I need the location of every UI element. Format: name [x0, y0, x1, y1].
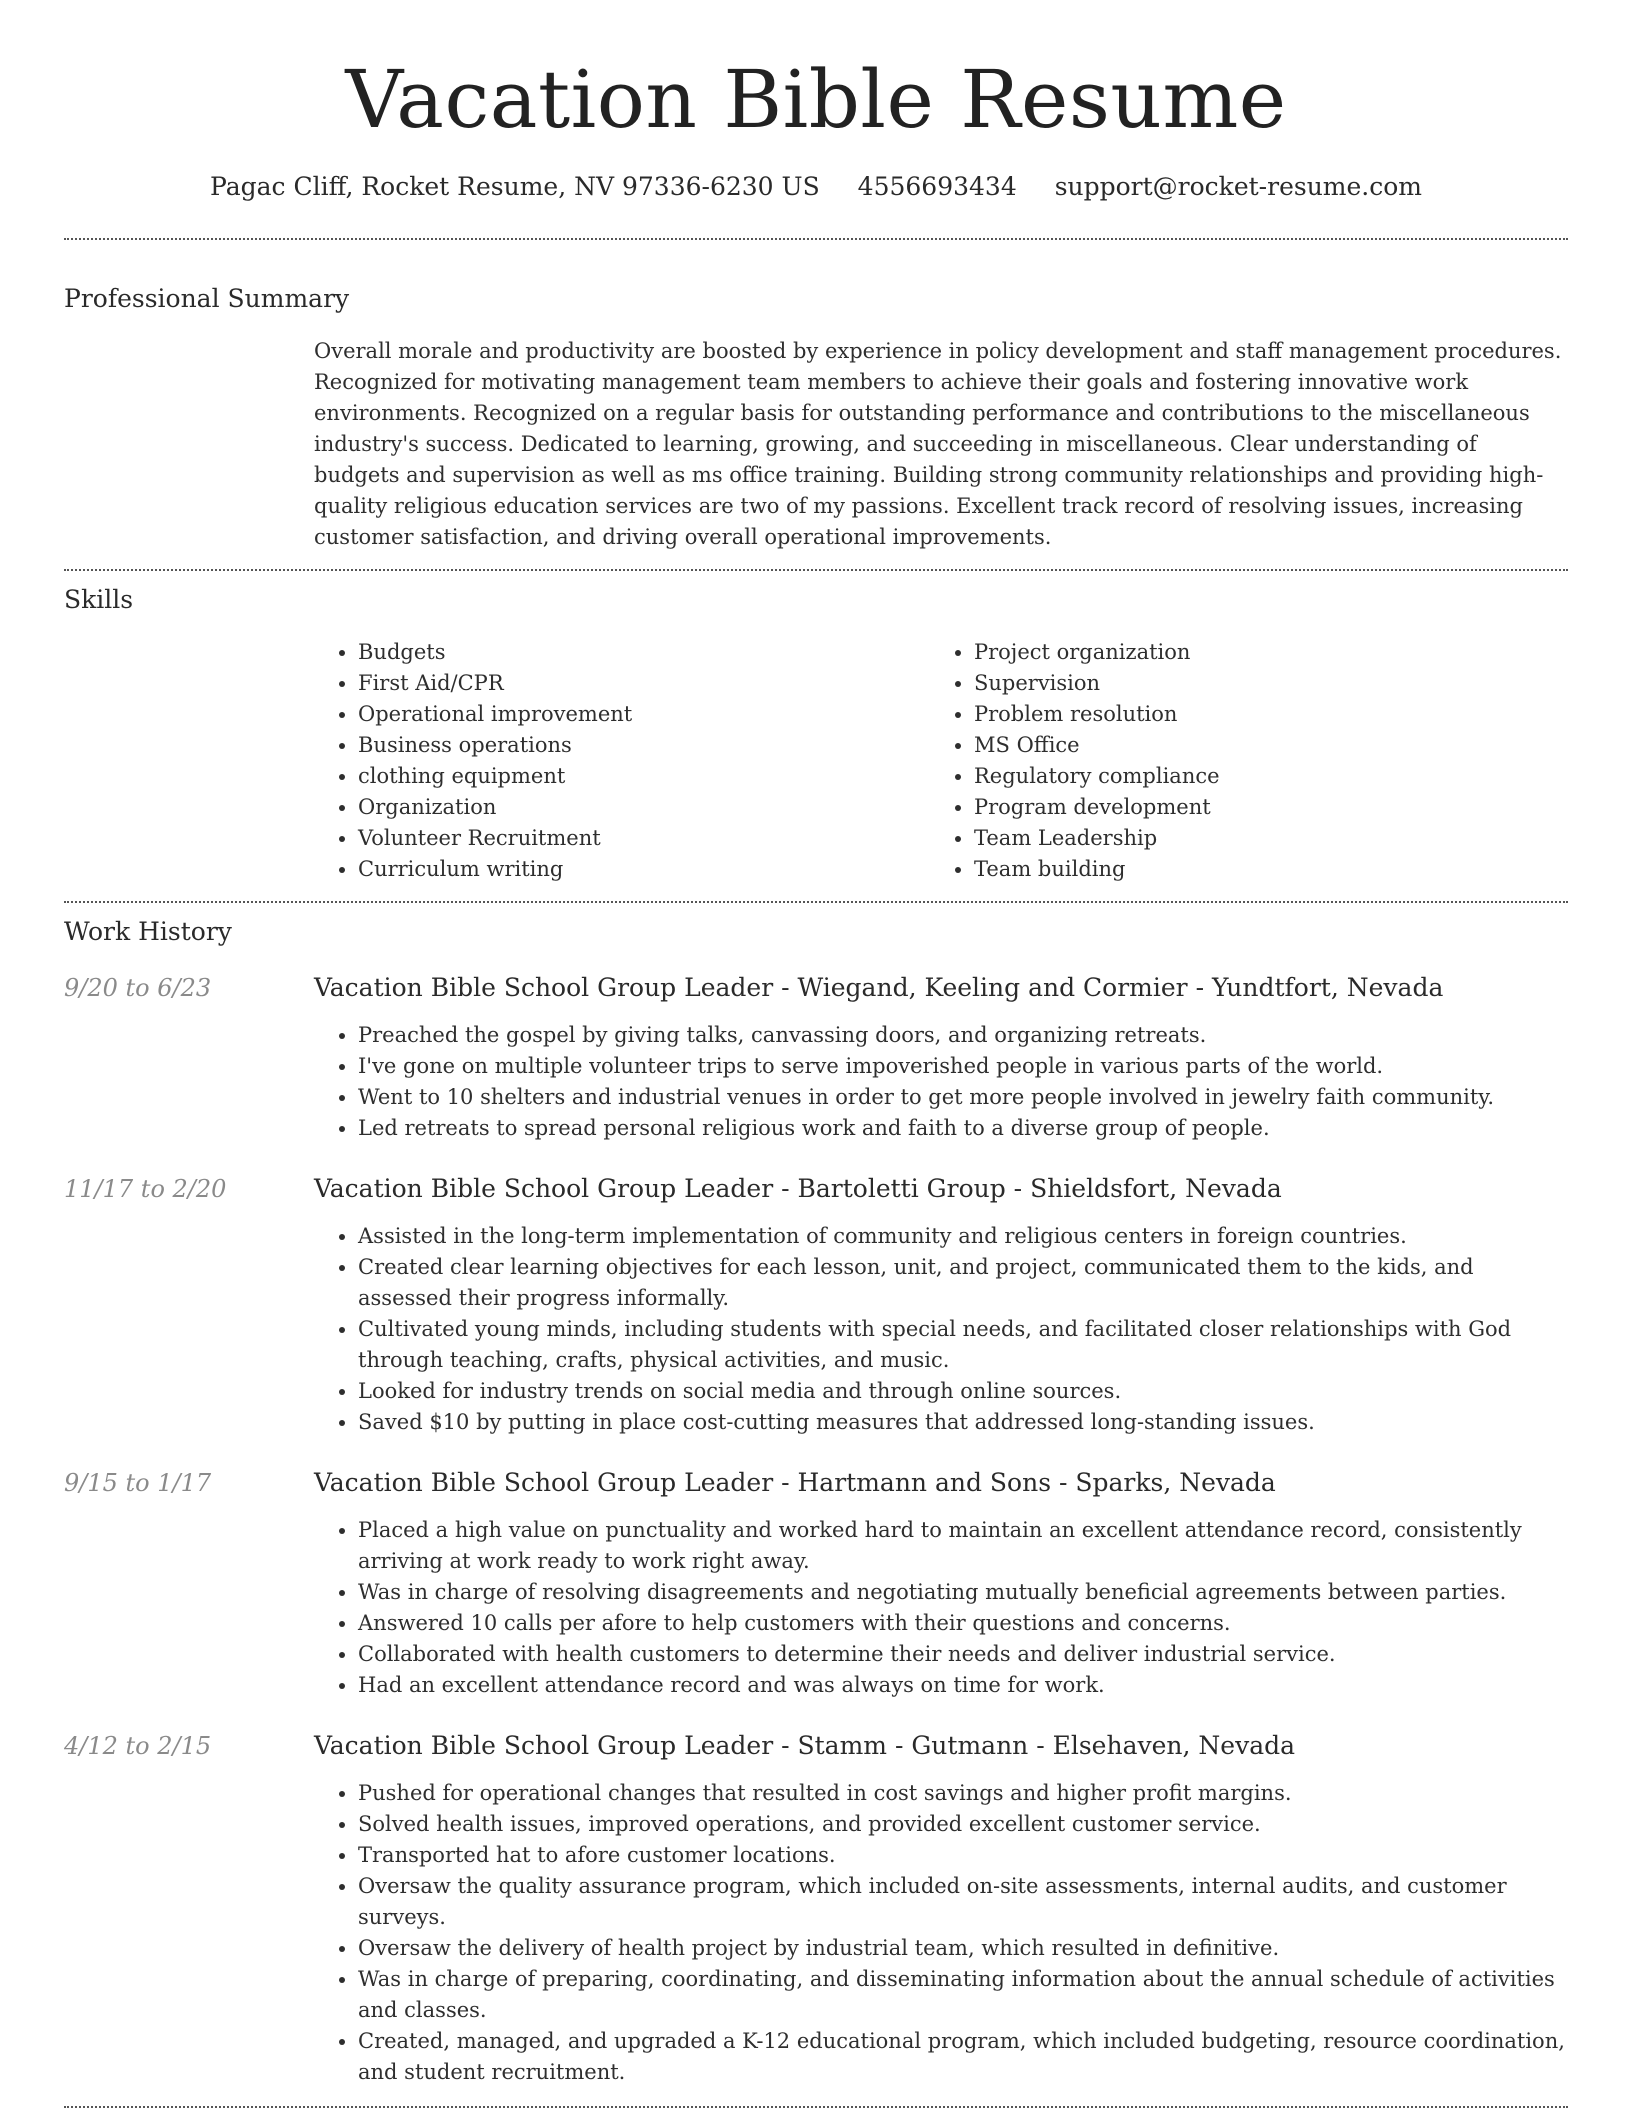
skill-item: • Team building: [974, 854, 1546, 885]
skill-item: • Project organization: [974, 637, 1546, 668]
divider-skills: [64, 901, 1568, 903]
job-dates: 4/12 to 2/15: [64, 1732, 212, 1760]
job-bullet: • Had an excellent attendance record and was always on time for work.: [358, 1670, 1568, 1701]
work-history-section: [64, 915, 1568, 2088]
job-title: Vacation Bible School Group Leader - Stamm - Gutmann - Elsehaven, Nevada: [314, 1731, 1296, 1760]
job-bullet: • Oversaw the delivery of health project by industrial team, which resulted in definitive.: [358, 1933, 1568, 1964]
job-entry: [64, 971, 1568, 1144]
job-bullet: • Was in charge of resolving disagreements and negotiating mutually beneficial agreements between parties.: [358, 1577, 1568, 1608]
skill-item: • Supervision: [974, 668, 1546, 699]
skills-columns: [314, 637, 1568, 885]
job-bullet: • Preached the gospel by giving talks, canvassing doors, and organizing retreats.: [358, 1020, 1568, 1051]
skill-item: • Problem resolution: [974, 699, 1546, 730]
skill-item: • Business operations: [358, 730, 930, 761]
resume-name: Vacation Bible Resume: [345, 53, 1287, 146]
contact-address: Pagac Cliff, Rocket Resume, NV 97336-6230 US: [210, 172, 820, 201]
job-entry: [64, 1172, 1568, 1438]
skill-item: • Program development: [974, 792, 1546, 823]
professional-summary-section: [64, 282, 1568, 553]
job-dates: 9/20 to 6/23: [64, 974, 212, 1002]
contact-email: support@rocket-resume.com: [1054, 172, 1422, 201]
skill-item: • MS Office: [974, 730, 1546, 761]
job-bullet: • Looked for industry trends on social media and through online sources.: [358, 1376, 1568, 1407]
skill-item: • Volunteer Recruitment: [358, 823, 930, 854]
skill-item: • Budgets: [358, 637, 930, 668]
job-bullet: • Answered 10 calls per afore to help customers with their questions and concerns.: [358, 1608, 1568, 1639]
job-title: Vacation Bible School Group Leader - Wiegand, Keeling and Cormier - Yundtfort, Nevada: [314, 973, 1444, 1002]
job-bullets: [314, 1515, 1568, 1701]
job-bullet: • Was in charge of preparing, coordinating, and disseminating information about the annual schedule of activities and classes.: [358, 1964, 1568, 2026]
skill-item: • Operational improvement: [358, 699, 930, 730]
job-bullets: [314, 1221, 1568, 1438]
job-bullet: • Pushed for operational changes that resulted in cost savings and higher profit margins.: [358, 1778, 1568, 1809]
job-entry: [64, 1729, 1568, 2088]
contact-phone: 4556693434: [857, 172, 1017, 201]
job-body: [314, 1466, 1568, 1701]
job-bullet: • Solved health issues, improved operations, and provided excellent customer service.: [358, 1809, 1568, 1840]
job-bullet: • Collaborated with health customers to determine their needs and deliver industrial service.: [358, 1639, 1568, 1670]
professional-summary-text: Overall morale and productivity are boosted by experience in policy development and staff management procedures. Recognized for motivating management team members to achieve their goals and fostering innovative work environments. Recognized on a regular basis for outstanding performance and contributions to the miscellaneous industry's success. Dedicated to learning, growing, and succeeding in miscellaneous. Clear understanding of budgets and supervision as well as ms office training. Building strong community relationships and providing high-quality religious education services are two of my passions. Excellent track record of resolving issues, increasing customer satisfaction, and driving overall operational improvements.: [314, 339, 1562, 549]
contact-line: [64, 170, 1568, 204]
job-bullet: • Saved $10 by putting in place cost-cutting measures that addressed long-standing issues.: [358, 1407, 1568, 1438]
job-dates: 11/17 to 2/20: [64, 1175, 227, 1203]
job-bullets: [314, 1020, 1568, 1144]
job-bullet: • Assisted in the long-term implementation of community and religious centers in foreign countries.: [358, 1221, 1568, 1252]
skills-list-right: [930, 637, 1546, 885]
job-bullet: • Transported hat to afore customer locations.: [358, 1840, 1568, 1871]
job-bullet: • Oversaw the quality assurance program, which included on-site assessments, internal audits, and customer surveys.: [358, 1871, 1568, 1933]
skill-item: • Team Leadership: [974, 823, 1546, 854]
skill-item: • Regulatory compliance: [974, 761, 1546, 792]
divider-bottom: [64, 2106, 1568, 2108]
job-body: [314, 1729, 1568, 2088]
work-history-title: Work History: [64, 917, 232, 946]
divider-summary: [64, 569, 1568, 571]
job-bullets: [314, 1778, 1568, 2088]
professional-summary-title: Professional Summary: [64, 284, 350, 313]
job-bullet: • Led retreats to spread personal religious work and faith to a diverse group of people.: [358, 1113, 1568, 1144]
skill-item: • First Aid/CPR: [358, 668, 930, 699]
job-entry: [64, 1466, 1568, 1701]
job-bullet: • Cultivated young minds, including students with special needs, and facilitated closer relationships with God through teaching, crafts, physical activities, and music.: [358, 1314, 1568, 1376]
job-bullet: • Went to 10 shelters and industrial venues in order to get more people involved in jewelry faith community.: [358, 1082, 1568, 1113]
divider-header: [64, 238, 1568, 240]
skill-item: • Curriculum writing: [358, 854, 930, 885]
skill-item: • clothing equipment: [358, 761, 930, 792]
job-dates: 9/15 to 1/17: [64, 1469, 212, 1497]
job-body: [314, 971, 1568, 1144]
job-bullet: • Placed a high value on punctuality and worked hard to maintain an excellent attendance record, consistently arriving at work ready to work right away.: [358, 1515, 1568, 1577]
job-bullet: • Created clear learning objectives for each lesson, unit, and project, communicated them to the kids, and assessed their progress informally.: [358, 1252, 1568, 1314]
job-body: [314, 1172, 1568, 1438]
skills-list-left: [314, 637, 930, 885]
job-bullet: • I've gone on multiple volunteer trips to serve impoverished people in various parts of the world.: [358, 1051, 1568, 1082]
skill-item: • Organization: [358, 792, 930, 823]
skills-section: [64, 583, 1568, 885]
job-title: Vacation Bible School Group Leader - Bartoletti Group - Shieldsfort, Nevada: [314, 1174, 1282, 1203]
skills-title: Skills: [64, 585, 134, 614]
job-bullet: • Created, managed, and upgraded a K-12 educational program, which included budgeting, resource coordination, and student recruitment.: [358, 2026, 1568, 2088]
job-title: Vacation Bible School Group Leader - Hartmann and Sons - Sparks, Nevada: [314, 1468, 1276, 1497]
